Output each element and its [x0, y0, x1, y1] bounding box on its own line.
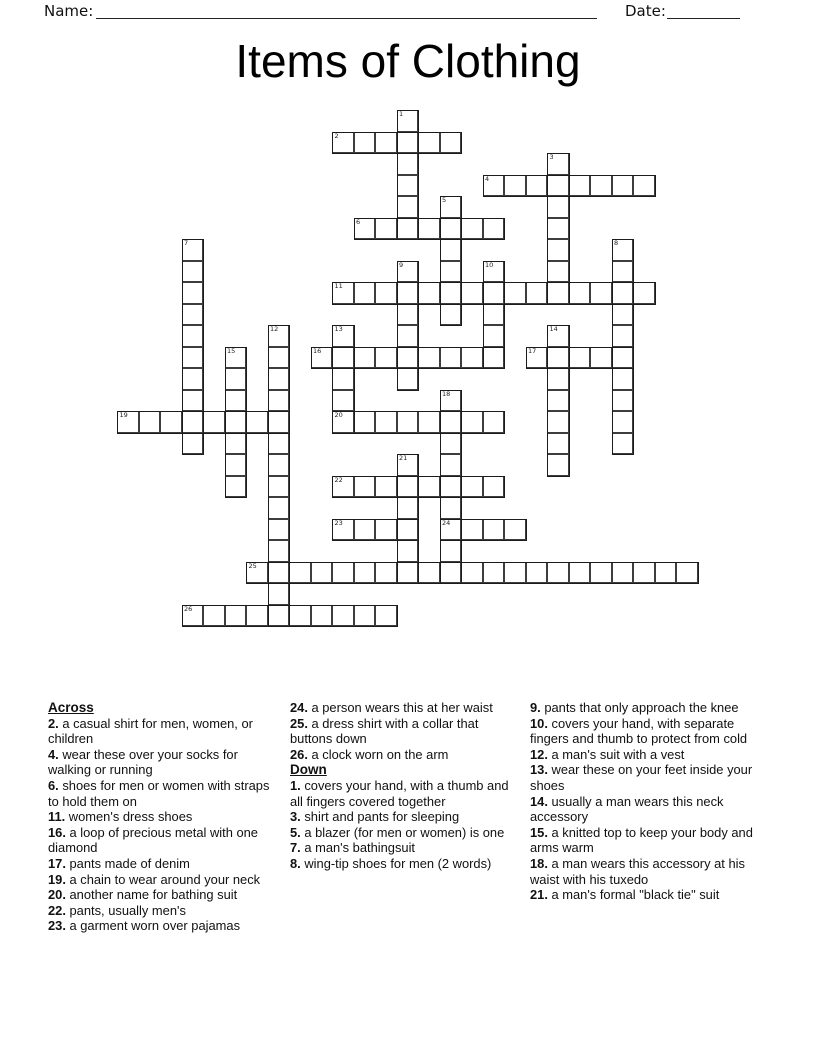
- clue-down-13: 13. wear these on your feet inside your shoes: [530, 762, 753, 793]
- grid-cell[interactable]: [526, 347, 548, 369]
- grid-cell[interactable]: [612, 282, 634, 304]
- grid-cell[interactable]: [547, 433, 569, 455]
- grid-cell[interactable]: [182, 605, 204, 627]
- grid-cell[interactable]: [375, 132, 397, 154]
- cell-number: 11: [334, 282, 343, 290]
- grid-cell[interactable]: [375, 476, 397, 498]
- clue-across-4: 4. wear these over your socks for walking or running: [48, 746, 238, 778]
- grid-cell[interactable]: [440, 562, 462, 584]
- grid-cell[interactable]: [289, 605, 311, 627]
- clue-number: 24.: [290, 700, 308, 715]
- grid-cell[interactable]: [397, 304, 419, 326]
- clue-number: 8.: [290, 855, 301, 871]
- grid-cell[interactable]: [397, 540, 419, 562]
- grid-cell[interactable]: [504, 175, 526, 197]
- clue-number: 16.: [48, 824, 66, 840]
- grid-cell[interactable]: [418, 132, 440, 154]
- cell-number: 13: [334, 325, 343, 333]
- grid-cell[interactable]: [397, 132, 419, 154]
- grid-cell[interactable]: [526, 175, 548, 197]
- clue-down-18: 18. a man wears this accessory at his waist with his tuxedo: [530, 855, 745, 887]
- grid-cell[interactable]: [203, 411, 225, 433]
- grid-cell[interactable]: [461, 347, 483, 369]
- clue-down-3: 3. shirt and pants for sleeping: [290, 809, 460, 825]
- grid-cell[interactable]: [612, 239, 634, 261]
- grid-cell[interactable]: [633, 562, 655, 584]
- clue-number: 14.: [530, 793, 548, 809]
- grid-cell[interactable]: [547, 368, 569, 390]
- clue-number: 3.: [290, 809, 301, 825]
- clue-down-7: 7. a man's bathingsuit: [290, 840, 416, 856]
- grid-cell[interactable]: [332, 411, 354, 433]
- clue-down-9: 9. pants that only approach the knee: [530, 700, 739, 715]
- grid-cell[interactable]: [246, 411, 268, 433]
- grid-cell[interactable]: [440, 390, 462, 412]
- grid-cell[interactable]: [547, 454, 569, 476]
- clue-down-21: 21. a man's formal "black tie" suit: [530, 887, 720, 903]
- grid-cell[interactable]: [397, 153, 419, 175]
- grid-cell[interactable]: [354, 605, 376, 627]
- grid-cell[interactable]: [354, 282, 376, 304]
- clue-down-12: 12. a man's suit with a vest: [530, 746, 685, 762]
- grid-cell[interactable]: [440, 476, 462, 498]
- grid-cell[interactable]: [397, 368, 419, 390]
- grid-cell[interactable]: [225, 476, 247, 498]
- grid-cell[interactable]: [268, 411, 290, 433]
- grid-cell[interactable]: [440, 239, 462, 261]
- grid-cell[interactable]: [569, 562, 591, 584]
- clue-number: 13.: [530, 762, 548, 778]
- grid-cell[interactable]: [440, 304, 462, 326]
- grid-cell[interactable]: [332, 476, 354, 498]
- grid-cell[interactable]: [332, 605, 354, 627]
- grid-cell[interactable]: [182, 239, 204, 261]
- grid-cell[interactable]: [612, 304, 634, 326]
- clue-down-10: 10. covers your hand, with separate fingers and thumb to protect from cold: [530, 715, 748, 747]
- clue-number: 4.: [48, 746, 59, 762]
- clue-down-5: 5. a blazer (for men or women) is one: [290, 824, 505, 840]
- clue-number: 6.: [48, 777, 59, 793]
- grid-cell[interactable]: [289, 562, 311, 584]
- grid-cell[interactable]: [268, 368, 290, 390]
- grid-cell[interactable]: [483, 562, 505, 584]
- grid-cell[interactable]: [590, 562, 612, 584]
- grid-cell[interactable]: [483, 325, 505, 347]
- grid-cell[interactable]: [268, 562, 290, 584]
- cell-number: 8: [614, 239, 619, 247]
- grid-cell[interactable]: [375, 605, 397, 627]
- clue-number: 7.: [290, 840, 301, 856]
- grid-cell[interactable]: [569, 347, 591, 369]
- cell-number: 9: [399, 260, 404, 269]
- clue-number: 15.: [530, 824, 548, 840]
- grid-cell[interactable]: [397, 110, 419, 132]
- grid-cell[interactable]: [225, 368, 247, 390]
- grid-cell[interactable]: [268, 605, 290, 627]
- grid-cell[interactable]: [461, 282, 483, 304]
- grid-cell[interactable]: [655, 562, 677, 584]
- grid-cell[interactable]: [547, 411, 569, 433]
- page-title: Items of Clothing: [235, 35, 581, 87]
- grid-cell[interactable]: [375, 519, 397, 541]
- grid-cell[interactable]: [461, 476, 483, 498]
- grid-cell[interactable]: [246, 562, 268, 584]
- grid-cell[interactable]: [311, 347, 333, 369]
- grid-cell[interactable]: [461, 218, 483, 240]
- grid-cell[interactable]: [268, 347, 290, 369]
- grid-cell[interactable]: [547, 261, 569, 283]
- grid-cell[interactable]: [332, 390, 354, 412]
- grid-cell[interactable]: [504, 562, 526, 584]
- clue-down-15: 15. a knitted top to keep your body and arms warm: [530, 824, 753, 856]
- grid-cell[interactable]: [612, 411, 634, 433]
- cell-number: 15: [227, 346, 236, 355]
- cell-number: 22: [334, 475, 343, 484]
- cell-number: 18: [442, 389, 451, 398]
- grid-cell[interactable]: [440, 196, 462, 218]
- grid-cell[interactable]: [547, 282, 569, 304]
- grid-cell[interactable]: [225, 454, 247, 476]
- grid-cell[interactable]: [397, 454, 419, 476]
- grid-cell[interactable]: [397, 282, 419, 304]
- date-label: Date:: [625, 2, 666, 20]
- grid-cell[interactable]: [397, 325, 419, 347]
- grid-cell[interactable]: [440, 132, 462, 154]
- cell-number: 16: [313, 346, 322, 355]
- grid-cell[interactable]: [547, 175, 569, 197]
- cell-number: 12: [270, 325, 279, 333]
- grid-cell[interactable]: [354, 218, 376, 240]
- grid-cell[interactable]: [590, 282, 612, 304]
- clue-number: 18.: [530, 855, 548, 871]
- grid-cell[interactable]: [182, 347, 204, 369]
- grid-cell[interactable]: [225, 433, 247, 455]
- grid-cell[interactable]: [139, 411, 161, 433]
- crossword-grid: [117, 110, 699, 628]
- grid-cell[interactable]: [268, 390, 290, 412]
- grid-cell[interactable]: [268, 433, 290, 455]
- grid-cell[interactable]: [547, 196, 569, 218]
- grid-cell[interactable]: [504, 282, 526, 304]
- grid-cell[interactable]: [547, 390, 569, 412]
- grid-cell[interactable]: [246, 605, 268, 627]
- grid-cell[interactable]: [633, 175, 655, 197]
- clue-number: 19.: [48, 871, 66, 887]
- clue-down-1: 1. covers your hand, with a thumb and all fingers covered together: [290, 777, 509, 809]
- name-blank-line[interactable]: [96, 1, 597, 19]
- grid-cell[interactable]: [332, 347, 354, 369]
- date-blank-line[interactable]: [667, 1, 740, 19]
- grid-cell[interactable]: [569, 282, 591, 304]
- grid-cell[interactable]: [268, 325, 290, 347]
- clue-across-16: 16. a loop of precious metal with one diamond: [48, 824, 258, 856]
- clue-number: 26.: [290, 746, 308, 762]
- grid-cell[interactable]: [633, 282, 655, 304]
- grid-cell[interactable]: [354, 519, 376, 541]
- grid-cell[interactable]: [418, 476, 440, 498]
- clue-number: 5.: [290, 824, 301, 840]
- grid-cell[interactable]: [397, 261, 419, 283]
- grid-cell[interactable]: [440, 519, 462, 541]
- grid-cell[interactable]: [117, 411, 139, 433]
- clues-column-3: [530, 700, 773, 903]
- grid-cell[interactable]: [268, 519, 290, 541]
- grid-cell[interactable]: [225, 411, 247, 433]
- grid-cell[interactable]: [461, 411, 483, 433]
- clue-across-24: 24. a person wears this at her waist: [290, 700, 493, 715]
- grid-cell[interactable]: [268, 583, 290, 605]
- cell-number: 24: [442, 518, 451, 527]
- name-label: Name:: [44, 2, 94, 20]
- grid-cell[interactable]: [483, 519, 505, 541]
- grid-cell[interactable]: [311, 562, 333, 584]
- grid-cell[interactable]: [440, 218, 462, 240]
- cell-number: 14: [549, 325, 558, 333]
- clue-number: 1.: [290, 777, 301, 793]
- clue-down-8: 8. wing-tip shoes for men (2 words): [290, 855, 492, 871]
- grid-cell[interactable]: [483, 304, 505, 326]
- grid-cell[interactable]: [203, 605, 225, 627]
- grid-cell[interactable]: [483, 476, 505, 498]
- grid-cell[interactable]: [268, 454, 290, 476]
- grid-cell[interactable]: [547, 218, 569, 240]
- grid-cell[interactable]: [354, 347, 376, 369]
- grid-cell[interactable]: [547, 153, 569, 175]
- grid-cell[interactable]: [418, 562, 440, 584]
- clue-across-23: 23. a garment worn over pajamas: [48, 918, 241, 934]
- grid-cell[interactable]: [440, 411, 462, 433]
- cell-number: 10: [485, 260, 494, 269]
- grid-cell[interactable]: [354, 132, 376, 154]
- clue-number: 17.: [48, 855, 66, 871]
- grid-cell[interactable]: [483, 411, 505, 433]
- grid-cell[interactable]: [375, 347, 397, 369]
- clue-number: 21.: [530, 887, 548, 903]
- grid-cell[interactable]: [440, 347, 462, 369]
- grid-cell[interactable]: [397, 562, 419, 584]
- grid-cell[interactable]: [418, 282, 440, 304]
- grid-cell[interactable]: [182, 261, 204, 283]
- grid-cell[interactable]: [483, 347, 505, 369]
- grid-cell[interactable]: [225, 347, 247, 369]
- grid-cell[interactable]: [612, 325, 634, 347]
- cell-number: 2: [334, 131, 339, 140]
- grid-cell[interactable]: [182, 368, 204, 390]
- grid-cell[interactable]: [461, 519, 483, 541]
- cell-number: 1: [399, 110, 404, 118]
- grid-cell[interactable]: [440, 540, 462, 562]
- cell-number: 3: [549, 153, 554, 161]
- clue-down-14: 14. usually a man wears this neck accessory: [530, 793, 724, 825]
- grid-cell[interactable]: [332, 325, 354, 347]
- clue-across-26: 26. a clock worn on the arm: [290, 746, 449, 762]
- grid-cell[interactable]: [590, 347, 612, 369]
- grid-cell[interactable]: [354, 562, 376, 584]
- grid-cell[interactable]: [397, 196, 419, 218]
- grid-cell[interactable]: [547, 325, 569, 347]
- grid-cell[interactable]: [418, 347, 440, 369]
- grid-cell[interactable]: [182, 325, 204, 347]
- grid-cell[interactable]: [612, 175, 634, 197]
- grid-cell[interactable]: [311, 605, 333, 627]
- grid-cell[interactable]: [182, 304, 204, 326]
- grid-cell[interactable]: [397, 476, 419, 498]
- grid-cell[interactable]: [526, 282, 548, 304]
- cell-number: 4: [485, 174, 490, 183]
- cell-number: 20: [334, 411, 343, 419]
- grid-cell[interactable]: [268, 497, 290, 519]
- cell-number: 26: [184, 604, 193, 613]
- grid-cell[interactable]: [418, 218, 440, 240]
- grid-cell[interactable]: [612, 433, 634, 455]
- grid-cell[interactable]: [354, 476, 376, 498]
- grid-cell[interactable]: [397, 497, 419, 519]
- clue-across-25: 25. a dress shirt with a collar that buttons down: [290, 715, 479, 747]
- grid-cell[interactable]: [332, 519, 354, 541]
- grid-cell[interactable]: [483, 261, 505, 283]
- grid-cell[interactable]: [547, 562, 569, 584]
- cell-number: 25: [248, 561, 257, 570]
- grid-cell[interactable]: [461, 562, 483, 584]
- grid-cell[interactable]: [676, 562, 698, 584]
- clue-across-17: 17. pants made of denim: [48, 855, 190, 871]
- clue-number: 23.: [48, 918, 66, 934]
- cell-number: 6: [356, 217, 361, 226]
- clue-across-20: 20. another name for bathing suit: [48, 887, 238, 903]
- clue-number: 12.: [530, 746, 548, 762]
- clue-number: 9.: [530, 700, 541, 715]
- grid-cell[interactable]: [375, 282, 397, 304]
- clue-number: 11.: [48, 809, 66, 825]
- clue-number: 25.: [290, 715, 308, 731]
- grid-cell[interactable]: [268, 540, 290, 562]
- grid-cell[interactable]: [225, 390, 247, 412]
- clue-across-2: 2. a casual shirt for men, women, or children: [48, 715, 253, 747]
- grid-cell[interactable]: [397, 519, 419, 541]
- cell-number: 17: [528, 346, 537, 355]
- cell-number: 7: [184, 239, 189, 247]
- grid-cell[interactable]: [397, 175, 419, 197]
- clues-column-1: [48, 700, 277, 934]
- clues-column-2: [290, 700, 521, 872]
- grid-cell[interactable]: [547, 347, 569, 369]
- grid-cell[interactable]: [332, 562, 354, 584]
- grid-cell[interactable]: [397, 411, 419, 433]
- grid-cell[interactable]: [440, 433, 462, 455]
- grid-cell[interactable]: [332, 132, 354, 154]
- grid-cell[interactable]: [440, 282, 462, 304]
- grid-cell[interactable]: [397, 218, 419, 240]
- grid-cell[interactable]: [375, 218, 397, 240]
- grid-cell[interactable]: [483, 218, 505, 240]
- grid-cell[interactable]: [354, 411, 376, 433]
- grid-cell[interactable]: [483, 282, 505, 304]
- grid-cell[interactable]: [440, 454, 462, 476]
- grid-cell[interactable]: [612, 368, 634, 390]
- clue-number: 22.: [48, 902, 66, 918]
- cell-number: 19: [119, 411, 128, 419]
- clue-across-11: 11. women's dress shoes: [48, 809, 193, 825]
- grid-cell[interactable]: [612, 562, 634, 584]
- grid-cell[interactable]: [440, 261, 462, 283]
- clue-number: 20.: [48, 887, 66, 903]
- clue-number: 2.: [48, 715, 59, 731]
- cell-number: 23: [334, 518, 343, 527]
- grid-cell[interactable]: [332, 282, 354, 304]
- grid-cell[interactable]: [332, 368, 354, 390]
- grid-cell[interactable]: [569, 175, 591, 197]
- grid-cell[interactable]: [590, 175, 612, 197]
- grid-cell[interactable]: [440, 497, 462, 519]
- grid-cell[interactable]: [418, 411, 440, 433]
- grid-cell[interactable]: [160, 411, 182, 433]
- grid-cell[interactable]: [375, 411, 397, 433]
- clue-across-19: 19. a chain to wear around your neck: [48, 871, 261, 887]
- grid-cell[interactable]: [182, 282, 204, 304]
- grid-cell[interactable]: [182, 390, 204, 412]
- grid-cell[interactable]: [397, 347, 419, 369]
- clue-across-22: 22. pants, usually men's: [48, 902, 186, 918]
- down-heading: Down: [290, 762, 327, 778]
- grid-cell[interactable]: [547, 239, 569, 261]
- cell-number: 5: [442, 196, 447, 204]
- grid-cell[interactable]: [182, 411, 204, 433]
- grid-cell[interactable]: [375, 562, 397, 584]
- across-heading: Across: [48, 700, 94, 715]
- grid-cell[interactable]: [612, 390, 634, 412]
- clue-across-6: 6. shoes for men or women with straps to hold them on: [48, 777, 270, 809]
- grid-cell[interactable]: [225, 605, 247, 627]
- cell-number: 21: [399, 454, 408, 462]
- grid-cell[interactable]: [612, 347, 634, 369]
- clue-number: 10.: [530, 715, 548, 731]
- grid-cell[interactable]: [483, 175, 505, 197]
- grid-cell[interactable]: [504, 519, 526, 541]
- grid-cell[interactable]: [182, 433, 204, 455]
- grid-cell[interactable]: [526, 562, 548, 584]
- grid-cell[interactable]: [268, 476, 290, 498]
- grid-cell[interactable]: [612, 261, 634, 283]
